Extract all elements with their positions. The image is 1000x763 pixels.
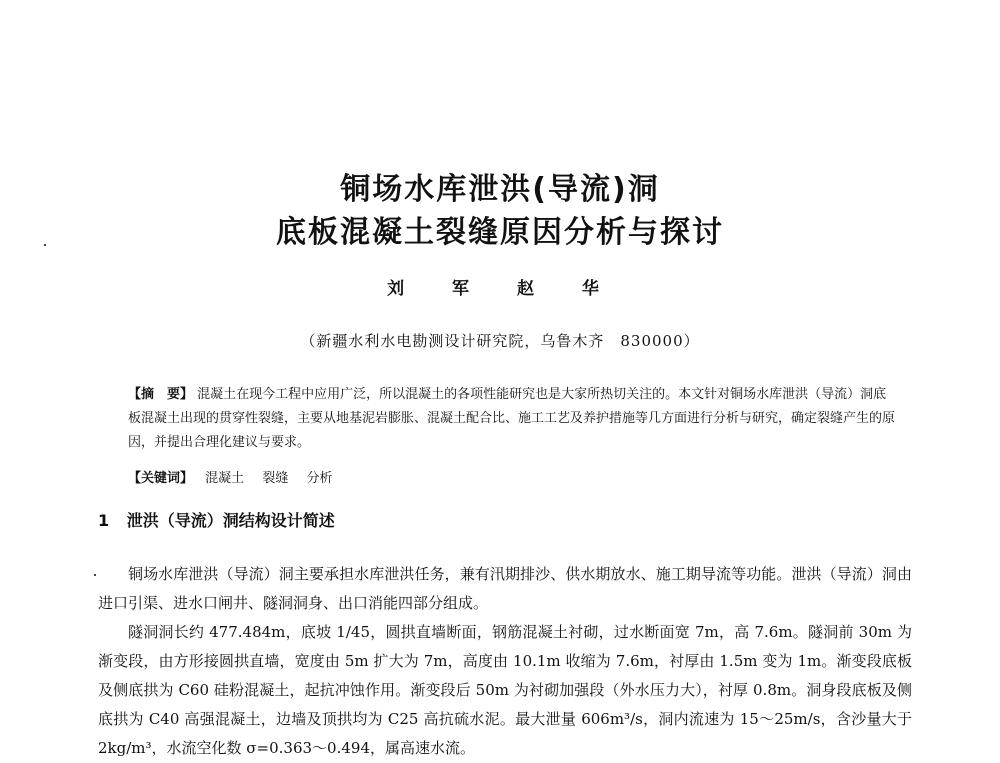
authors: 刘 军 赵 华 (387, 279, 613, 299)
scan-speck (94, 574, 96, 576)
paper-title-line-1: 铜场水库泄洪(导流)洞 (340, 172, 660, 207)
keyword: 裂缝 (262, 471, 289, 486)
abstract-label: 【摘 要】 (128, 387, 194, 402)
abstract-text: 混凝土在现今工程中应用广泛，所以混凝土的各项性能研究也是大家所热切关注的。本文针对铜场水库泄洪（导流）洞底板混凝土出现的贯穿性裂缝，主要从地基泥岩膨胀、混凝土配合比、施工工艺及养护措施等几方面进行分析与研究，确定裂缝产生的原因，并提出合理化建议与要求。 (128, 387, 896, 450)
section-title: 泄洪（导流）洞结构设计简述 (126, 511, 335, 530)
section-number: 1 (98, 511, 110, 530)
affiliation: （新疆水利水电勘测设计研究院，乌鲁木齐 830000） (300, 332, 700, 350)
abstract (128, 383, 898, 455)
keywords (128, 467, 338, 486)
keywords-label: 【关键词】 (128, 471, 194, 486)
keyword: 混凝土 (205, 471, 245, 486)
section-heading (98, 508, 335, 531)
keyword: 分析 (306, 471, 333, 486)
body-paragraph: 隧洞洞长约 477.484m，底坡 1/45，圆拱直墙断面，钢筋混凝土衬砌，过水断面宽 7m，高 7.6m。隧洞前 30m 为渐变段，由方形接圆拱直墙，宽度由 5m 扩大为 7m，高度由 10.1m 收缩为 7.6m，衬厚由 1.5m 变为 1m。渐变段底板及侧底拱为 C60 硅粉混凝土，起抗冲蚀作用。渐变段后 50m 为衬砌加强段（外水压力大），衬厚 0.8m。洞身段底板及侧底拱为 C40 高强混凝土，边墙及顶拱均为 C25 高抗硫水泥。最大泄量 606m³/s，洞内流速为 15～25m/s，含沙量大于 2kg/m³，水流空化数 σ=0.363～0.494，属高速水流。 (98, 623, 912, 757)
paper-title-line-2: 底板混凝土裂缝原因分析与探讨 (276, 215, 724, 250)
body-paragraph: 铜场水库泄洪（导流）洞主要承担水库泄洪任务，兼有汛期排沙、供水期放水、施工期导流等功能。泄洪（导流）洞由进口引渠、进水口闸井、隧洞洞身、出口消能四部分组成。 (98, 565, 912, 612)
